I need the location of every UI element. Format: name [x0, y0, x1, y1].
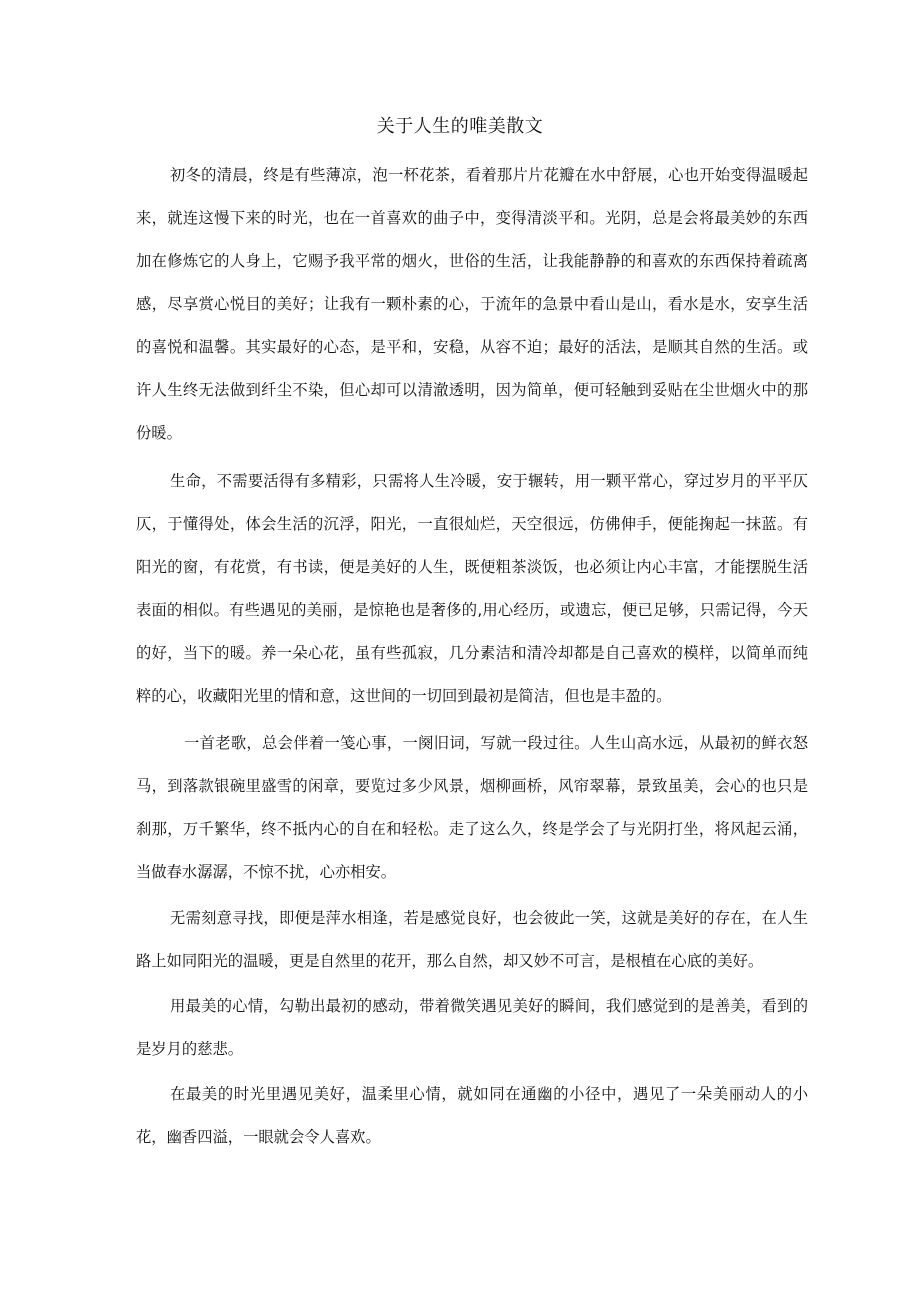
paragraph-6: 在最美的时光里遇见美好，温柔里心情，就如同在通幽的小径中，遇见了一朵美丽动人的小花，幽香四溢，一眼就会令人喜欢。 [136, 1085, 808, 1146]
paragraph-2: 生命，不需要活得有多精彩，只需将人生冷暖，安于辗转，用一颗平常心，穿过岁月的平平仄仄，于懂得处，体会生活的沉浮，阳光，一直很灿烂，天空很远，仿佛伸手，便能掬起一抹蓝。有阳光的窗，有花赏，有书读，便是美好的人生，既便粗茶淡饭，也必须让内心丰富，才能摆脱生活表面的相似。有些遇见的美丽，是惊艳也是奢侈的,用心经历，或遗忘，便已足够，只需记得，今天的好，当下的暖。养一朵心花，虽有些孤寂，几分素洁和清冷却都是自己喜欢的模样，以简单而纯粹的心，收藏阳光里的情和意，这世间的一切回到最初是简洁，但也是丰盈的。 [136, 472, 808, 705]
paragraph-1: 初冬的清晨，终是有些薄凉，泡一杯花茶，看着那片片花瓣在水中舒展，心也开始变得温暖起来，就连这慢下来的时光，也在一首喜欢的曲子中，变得清淡平和。光阴，总是会将最美妙的东西加在修炼它的人身上，它赐予我平常的烟火，世俗的生活，让我能静静的和喜欢的东西保持着疏离感，尽享赏心悦目的美好；让我有一颗朴素的心，于流年的急景中看山是山，看水是水，安享生活的喜悦和温馨。其实最好的心态，是平和，安稳，从容不迫；最好的活法，是顺其自然的生活。或许人生终无法做到纤尘不染，但心却可以清澈透明，因为简单，便可轻触到妥贴在尘世烟火中的那份暖。 [136, 166, 808, 442]
paragraph-4: 无需刻意寻找，即便是萍水相逢，若是感觉良好，也会彼此一笑，这就是美好的存在，在人生路上如同阳光的温暖，更是自然里的花开，那么自然，却又妙不可言，是根植在心底的美好。 [136, 909, 808, 970]
paragraph-5: 用最美的心情，勾勒出最初的感动，带着微笑遇见美好的瞬间，我们感觉到的是善美，看到的是岁月的慈悲。 [136, 997, 808, 1058]
paragraph-3: 一首老歌，总会伴着一笺心事，一阕旧词，写就一段过往。人生山高水远，从最初的鲜衣怒马，到落款银碗里盛雪的闲章，要览过多少风景，烟柳画桥，风帘翠幕，景致虽美，会心的也只是刹那，万千繁华，终不抵内心的自在和轻松。走了这么久，终是学会了与光阴打坐，将风起云涌，当做春水潺潺，不惊不扰，心亦相安。 [136, 734, 808, 881]
document-title: 关于人生的唯美散文 [376, 116, 544, 137]
